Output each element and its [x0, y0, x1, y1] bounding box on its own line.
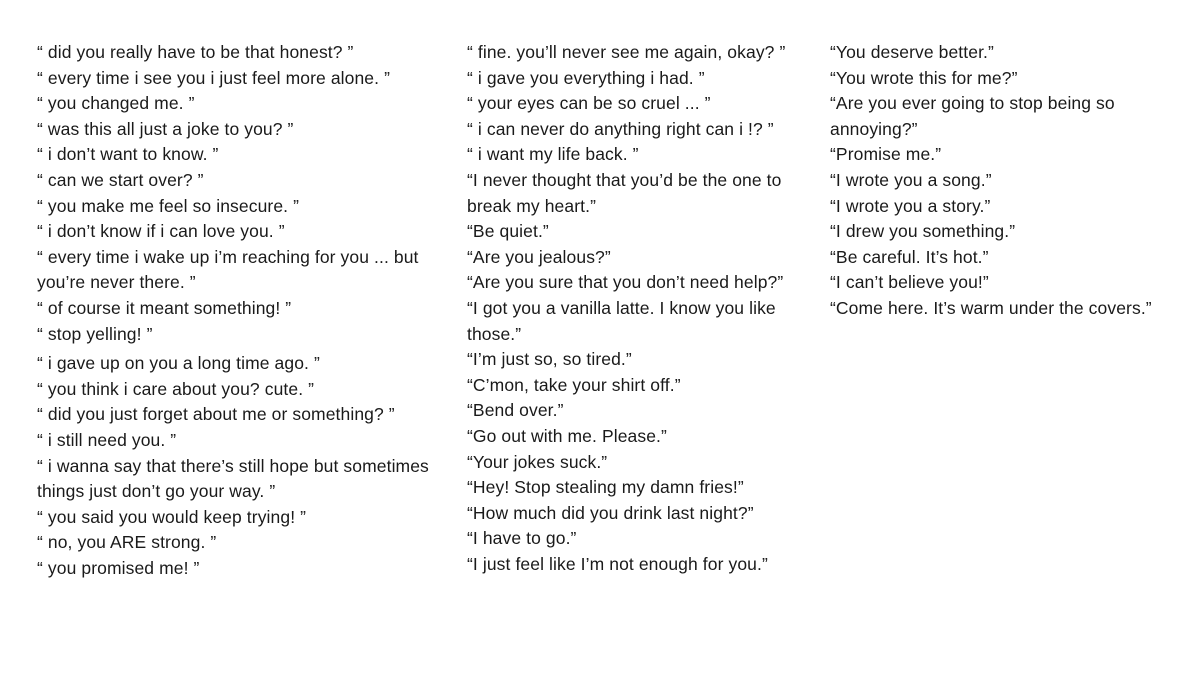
prompt-line: “I got you a vanilla latte. I know you like: [467, 297, 776, 318]
prompt-line: “Go out with me. Please.”: [467, 425, 667, 446]
prompt-line: “ every time i wake up i’m reaching for you ... but: [37, 246, 419, 267]
prompt-line: “ you changed me. ”: [37, 93, 195, 114]
prompt-line: “ i gave you everything i had. ”: [467, 67, 705, 88]
prompt-line: “ did you just forget about me or something? ”: [37, 404, 395, 425]
prompt-line: “ i don’t know if i can love you. ”: [37, 221, 285, 242]
prompt-line: “ i gave up on you a long time ago. ”: [37, 353, 320, 374]
prompt-line: “ fine. you’ll never see me again, okay? ”: [467, 42, 786, 62]
prompt-line: “Hey! Stop stealing my damn fries!”: [467, 477, 744, 498]
prompt-line: “I have to go.”: [467, 528, 577, 549]
prompt-line: “ no, you ARE strong. ”: [37, 532, 217, 553]
prompt-line: “I never thought that you’d be the one to: [467, 169, 782, 190]
prompt-line: “Are you ever going to stop being so: [830, 93, 1115, 114]
prompt-column-3: [830, 40, 1160, 322]
prompt-line: “ i can never do anything right can i !? ”: [467, 118, 774, 139]
prompt-column-1: [37, 40, 447, 581]
prompt-line: “I just feel like I’m not enough for you.”: [467, 553, 768, 574]
prompt-column-2: [467, 40, 807, 577]
prompt-line: “I can’t believe you!”: [830, 272, 989, 293]
prompt-line: “ every time i see you i just feel more alone. ”: [37, 67, 390, 88]
prompt-line: “ you promised me! ”: [37, 557, 200, 578]
prompt-line: “ i want my life back. ”: [467, 144, 639, 165]
prompt-line: “ your eyes can be so cruel ... ”: [467, 93, 711, 114]
prompt-line: “I wrote you a story.”: [830, 195, 991, 216]
prompt-line: “ you make me feel so insecure. ”: [37, 195, 300, 216]
prompt-line: “ you said you would keep trying! ”: [37, 506, 307, 527]
prompt-line: “C’mon, take your shirt off.”: [467, 374, 681, 395]
prompt-line: “ i still need you. ”: [37, 429, 177, 450]
prompt-line: “Come here. It’s warm under the covers.”: [830, 297, 1152, 318]
prompt-line: things just don’t go your way. ”: [37, 481, 276, 502]
prompt-line: “You deserve better.”: [830, 42, 994, 62]
prompt-line: “I’m just so, so tired.”: [467, 349, 632, 370]
prompt-line: “I drew you something.”: [830, 221, 1016, 242]
prompt-line: “ you think i care about you? cute. ”: [37, 378, 315, 399]
prompt-line: “Your jokes suck.”: [467, 451, 608, 472]
prompt-line: “Promise me.”: [830, 144, 942, 165]
prompt-line: “ i don’t want to know. ”: [37, 144, 219, 165]
prompt-line: “You wrote this for me?”: [830, 67, 1018, 88]
prompt-line: those.”: [467, 323, 522, 344]
prompt-line: “Be careful. It’s hot.”: [830, 246, 989, 267]
prompt-line: “ was this all just a joke to you? ”: [37, 118, 294, 139]
prompt-line: “ did you really have to be that honest? ”: [37, 42, 354, 62]
prompt-line: “How much did you drink last night?”: [467, 502, 754, 523]
prompt-line: “ of course it meant something! ”: [37, 297, 292, 318]
prompt-line: “Bend over.”: [467, 400, 564, 421]
prompt-line: annoying?”: [830, 118, 918, 139]
prompt-line: “ i wanna say that there’s still hope but sometimes: [37, 455, 429, 476]
prompt-line: “ can we start over? ”: [37, 169, 204, 190]
prompt-line: break my heart.”: [467, 195, 597, 216]
prompt-line: you’re never there. ”: [37, 272, 196, 293]
prompt-line: “I wrote you a song.”: [830, 169, 992, 190]
prompt-line: “Are you jealous?”: [467, 246, 611, 267]
prompt-line: “Be quiet.”: [467, 221, 549, 242]
prompt-line: “Are you sure that you don’t need help?”: [467, 272, 784, 293]
prompt-line: “ stop yelling! ”: [37, 323, 153, 344]
